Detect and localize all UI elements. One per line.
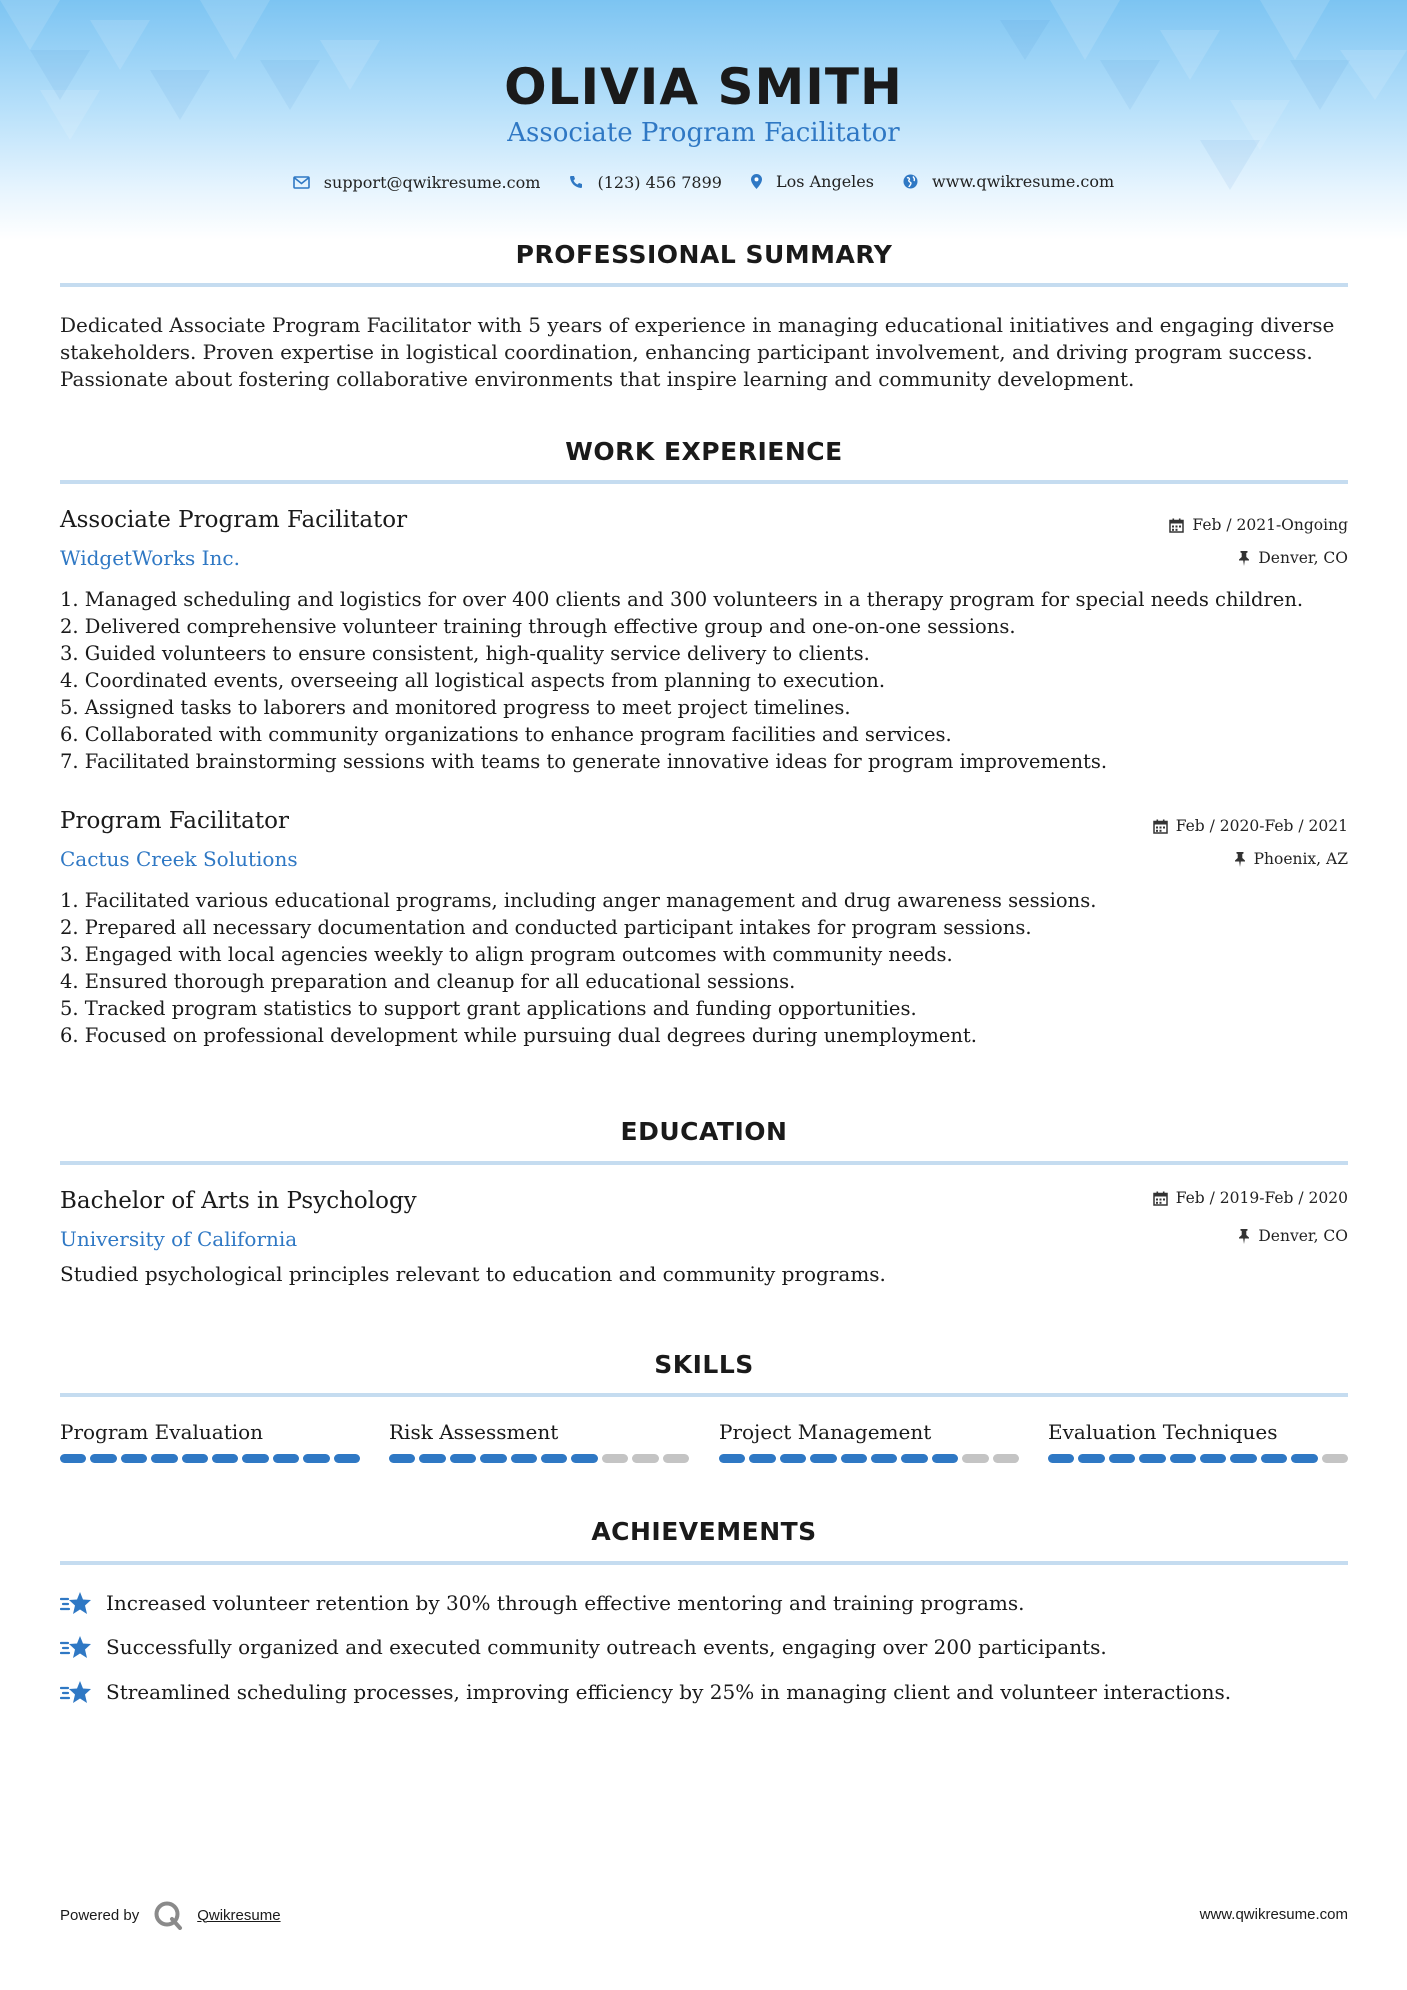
pushpin-icon (1234, 852, 1246, 867)
skill-item (719, 1420, 1019, 1463)
contact-website[interactable] (903, 172, 1114, 191)
skill-item (60, 1420, 360, 1463)
skill-level-bar (1048, 1454, 1348, 1463)
education-dates-text: Feb / 2019-Feb / 2020 (1175, 1189, 1348, 1207)
skill-segment-filled (901, 1454, 927, 1463)
job-location-text: Denver, CO (1258, 549, 1348, 567)
education-dates (1153, 1189, 1348, 1207)
section-divider (60, 283, 1348, 287)
skill-segment-filled (541, 1454, 567, 1463)
location-text: Los Angeles (776, 172, 874, 191)
skill-segment-filled (273, 1454, 299, 1463)
skill-segment-filled (841, 1454, 867, 1463)
list-item: 1. Managed scheduling and logistics for over 400 clients and 300 volunteers in a therapy program for special needs children. (60, 588, 1304, 611)
star-icon (60, 1634, 92, 1660)
achievement-item (60, 1634, 1107, 1660)
skill-segment-filled (810, 1454, 836, 1463)
skill-segment-filled (334, 1454, 360, 1463)
contact-phone[interactable] (569, 173, 721, 192)
contact-email[interactable] (293, 173, 541, 192)
skill-level-bar (60, 1454, 360, 1463)
education-heading: EDUCATION (620, 1117, 788, 1146)
school-name: University of California (60, 1227, 298, 1251)
job-location (1234, 850, 1348, 868)
skill-item (1048, 1420, 1348, 1463)
skill-segment-empty (602, 1454, 628, 1463)
list-item: 2. Delivered comprehensive volunteer training through effective group and one-on-one sessions. (60, 615, 1016, 638)
list-item: 3. Guided volunteers to ensure consistent, high-quality service delivery to clients. (60, 642, 870, 665)
skill-level-bar (719, 1454, 1019, 1463)
skill-segment-filled (1230, 1454, 1256, 1463)
section-divider (60, 1161, 1348, 1165)
skill-segment-filled (389, 1454, 415, 1463)
section-divider (60, 480, 1348, 484)
skill-segment-empty (993, 1454, 1019, 1463)
skill-segment-filled (1261, 1454, 1287, 1463)
contact-location (751, 172, 874, 191)
skill-segment-filled (932, 1454, 958, 1463)
star-icon (60, 1590, 92, 1616)
job-dates-text: Feb / 2021-Ongoing (1192, 516, 1348, 534)
skill-name: Risk Assessment (389, 1420, 559, 1444)
envelope-icon (293, 176, 310, 189)
experience-heading: WORK EXPERIENCE (565, 437, 843, 466)
skills-heading: SKILLS (654, 1350, 754, 1379)
qwikresume-link[interactable]: Qwikresume (197, 1906, 281, 1924)
list-item: 3. Engaged with local agencies weekly to align program outcomes with community needs. (60, 943, 953, 966)
job-company: Cactus Creek Solutions (60, 847, 298, 871)
summary-text (60, 312, 1348, 393)
skill-segment-filled (60, 1454, 86, 1463)
powered-by-label: Powered by (60, 1906, 140, 1924)
skill-segment-filled (480, 1454, 506, 1463)
job-company: WidgetWorks Inc. (60, 546, 240, 570)
phone-text: (123) 456 7899 (597, 172, 722, 192)
email-text: support@qwikresume.com (323, 173, 541, 192)
skill-segment-filled (121, 1454, 147, 1463)
calendar-icon (1153, 1191, 1168, 1206)
candidate-title: Associate Program Facilitator (507, 118, 900, 148)
summary-line: stakeholders. Proven expertise in logistical coordination, enhancing participant involvement, and driving program success. (60, 340, 1313, 364)
job-location-text: Phoenix, AZ (1253, 850, 1348, 868)
list-item: 4. Ensured thorough preparation and cleanup for all educational sessions. (60, 970, 796, 993)
skill-segment-filled (1200, 1454, 1226, 1463)
globe-icon (903, 174, 918, 189)
skill-segment-filled (182, 1454, 208, 1463)
skill-segment-filled (780, 1454, 806, 1463)
summary-line: Passionate about fostering collaborative environments that inspire learning and community development. (60, 367, 1135, 391)
achievements-heading: ACHIEVEMENTS (591, 1517, 817, 1546)
skill-segment-filled (212, 1454, 238, 1463)
skill-segment-filled (719, 1454, 745, 1463)
job-title: Associate Program Facilitator (60, 507, 408, 533)
job-dates-text: Feb / 2020-Feb / 2021 (1175, 817, 1348, 835)
skill-item (389, 1420, 689, 1463)
skill-segment-filled (1048, 1454, 1074, 1463)
education-location-text: Denver, CO (1258, 1227, 1348, 1245)
contact-row (0, 172, 1407, 193)
skill-segment-empty (962, 1454, 988, 1463)
summary-heading: PROFESSIONAL SUMMARY (515, 240, 893, 269)
degree-title: Bachelor of Arts in Psychology (60, 1188, 417, 1214)
website-text: www.qwikresume.com (932, 172, 1115, 191)
list-item: 2. Prepared all necessary documentation and conducted participant intakes for program sessions. (60, 916, 1032, 939)
list-item: 1. Facilitated various educational programs, including anger management and drug awareness sessions. (60, 889, 1097, 912)
list-item: 5. Assigned tasks to laborers and monitored progress to meet project timelines. (60, 696, 851, 719)
education-location (1238, 1227, 1348, 1245)
skill-segment-empty (1322, 1454, 1348, 1463)
phone-icon (569, 175, 583, 189)
list-item: 4. Coordinated events, overseeing all logistical aspects from planning to execution. (60, 669, 886, 692)
job-duties (60, 887, 1360, 1049)
job-dates (1169, 516, 1348, 534)
achievement-text: Increased volunteer retention by 30% through effective mentoring and training programs. (106, 1591, 1025, 1615)
skill-name: Evaluation Techniques (1048, 1420, 1278, 1444)
skill-segment-filled (1291, 1454, 1317, 1463)
skill-segment-filled (450, 1454, 476, 1463)
skill-segment-filled (511, 1454, 537, 1463)
skill-segment-filled (1078, 1454, 1104, 1463)
skill-segment-filled (303, 1454, 329, 1463)
summary-line: Dedicated Associate Program Facilitator with 5 years of experience in managing educational initiatives and engaging diverse (60, 313, 1335, 337)
section-divider (60, 1393, 1348, 1397)
section-divider (60, 1561, 1348, 1565)
pushpin-icon (1238, 551, 1250, 566)
resume-header (0, 0, 1407, 240)
job-location (1238, 549, 1348, 567)
list-item: 7. Facilitated brainstorming sessions with teams to generate innovative ideas for program improvements. (60, 750, 1108, 773)
pushpin-icon (1238, 1229, 1250, 1244)
qwikresume-logo-icon (153, 1900, 183, 1930)
map-marker-icon (751, 174, 762, 189)
skill-level-bar (389, 1454, 689, 1463)
skill-segment-filled (1139, 1454, 1165, 1463)
calendar-icon (1153, 819, 1168, 834)
skill-segment-filled (151, 1454, 177, 1463)
achievement-item (60, 1679, 1231, 1705)
footer-website[interactable]: www.qwikresume.com (1199, 1906, 1348, 1923)
list-item: 6. Focused on professional development while pursuing dual degrees during unemployment. (60, 1024, 977, 1047)
skill-segment-filled (1170, 1454, 1196, 1463)
job-title: Program Facilitator (60, 808, 289, 834)
achievement-text: Successfully organized and executed community outreach events, engaging over 200 participants. (106, 1635, 1107, 1659)
skill-segment-filled (749, 1454, 775, 1463)
list-item: 5. Tracked program statistics to support grant applications and funding opportunities. (60, 997, 917, 1020)
skill-segment-filled (871, 1454, 897, 1463)
education-description: Studied psychological principles relevant to education and community programs. (60, 1262, 886, 1286)
skill-segment-filled (419, 1454, 445, 1463)
job-dates (1153, 817, 1348, 835)
job-duties (60, 586, 1360, 775)
skill-segment-filled (90, 1454, 116, 1463)
skill-segment-empty (632, 1454, 658, 1463)
skill-segment-filled (1109, 1454, 1135, 1463)
skill-name: Project Management (719, 1420, 932, 1444)
achievement-text: Streamlined scheduling processes, improving efficiency by 25% in managing client and volunteer interactions. (106, 1680, 1232, 1704)
footer-powered-by (60, 1900, 281, 1930)
skill-name: Program Evaluation (60, 1420, 264, 1444)
star-icon (60, 1679, 92, 1705)
skill-segment-filled (242, 1454, 268, 1463)
list-item: 6. Collaborated with community organizations to enhance program facilities and services. (60, 723, 952, 746)
calendar-icon (1169, 518, 1184, 533)
achievement-item (60, 1590, 1025, 1616)
candidate-name: OLIVIA SMITH (504, 58, 903, 116)
skill-segment-filled (571, 1454, 597, 1463)
skill-segment-empty (663, 1454, 689, 1463)
